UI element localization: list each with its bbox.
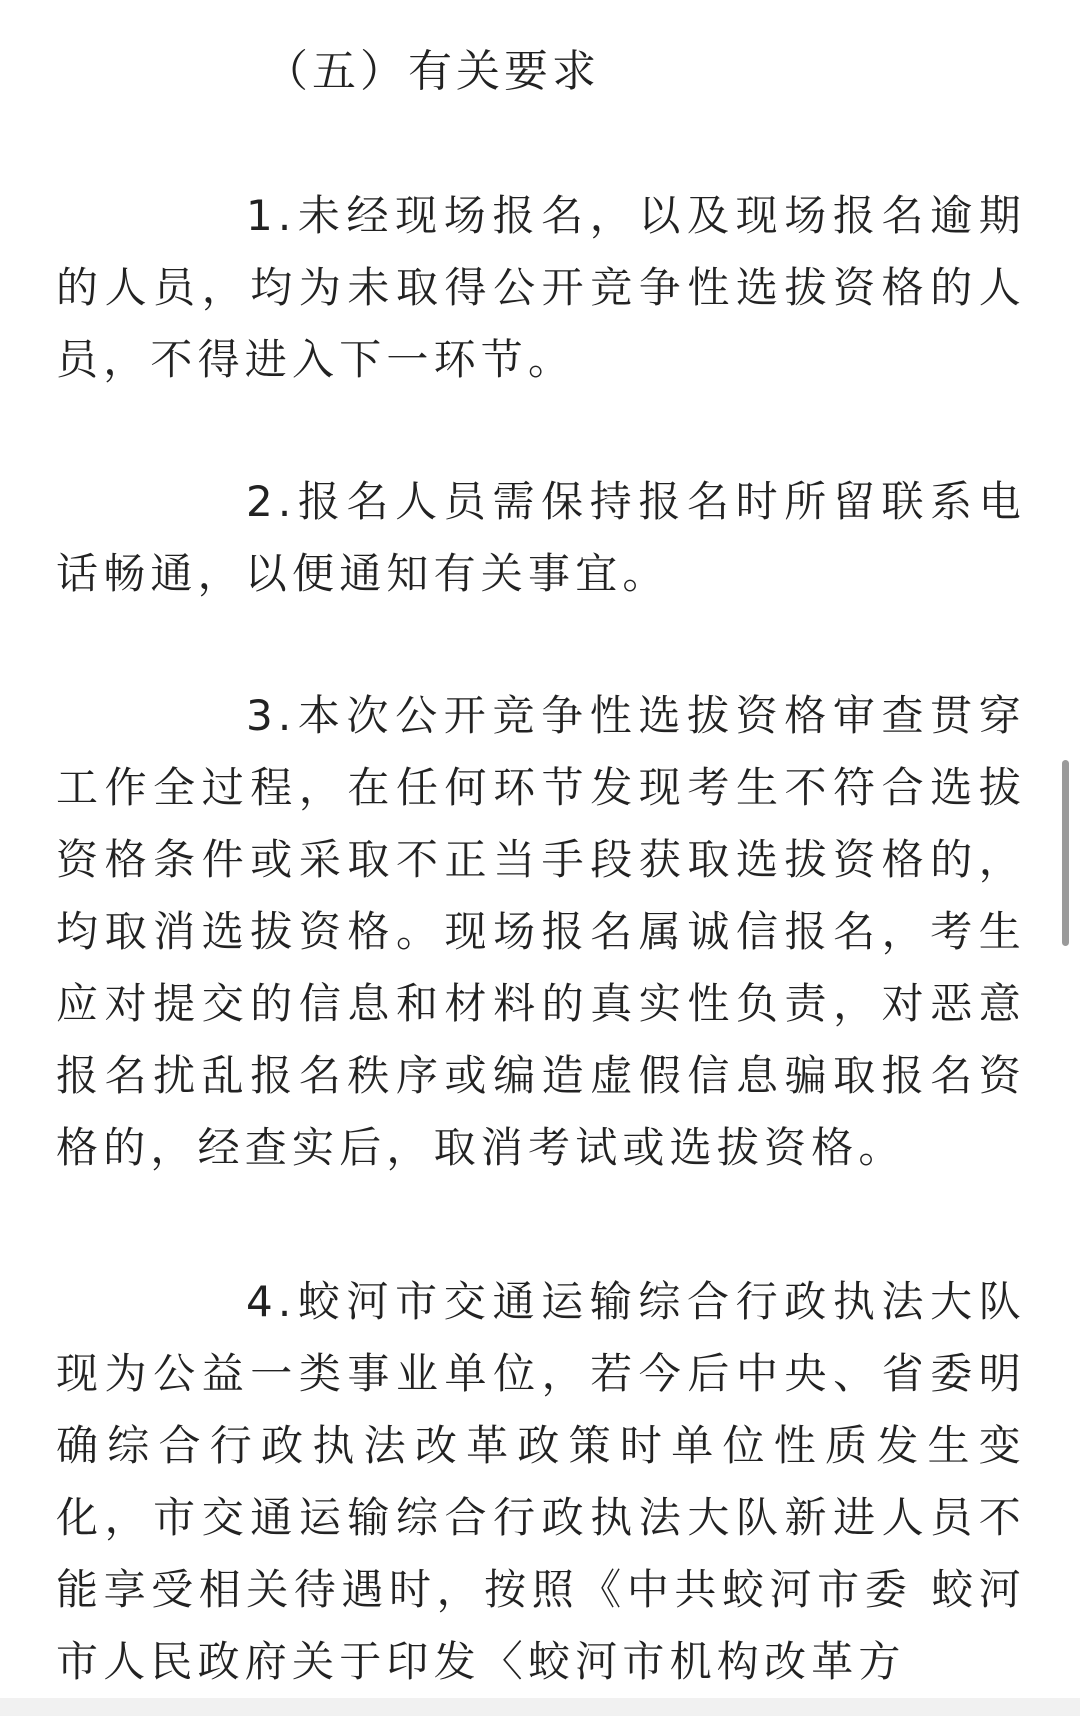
requirement-paragraph-1: 1.未经现场报名，以及现场报名逾期的人员，均为未取得公开竞争性选拔资格的人员，不得进入下一环节。 [56, 191, 1026, 384]
requirement-paragraph-4: 4.蛟河市交通运输综合行政执法大队现为公益一类事业单位，若今后中央、省委明确综合行政执法改革政策时单位性质发生变化，市交通运输综合行政执法大队新进人员不能享受相关待遇时，按照《中共蛟河市委 蛟河市人民政府关于印发〈蛟河市机构改革方 [56, 1277, 1026, 1686]
requirement-paragraph-2: 2.报名人员需保持报名时所留联系电话畅通，以便通知有关事宜。 [56, 477, 1026, 598]
requirement-paragraph-3: 3.本次公开竞争性选拔资格审查贯穿工作全过程，在任何环节发现考生不符合选拔资格条件或采取不正当手段获取选拔资格的，均取消选拔资格。现场报名属诚信报名，考生应对提交的信息和材料的真实性负责，对恶意报名扰乱报名秩序或编造虚假信息骗取报名资格的，经查实后，取消考试或选拔资格。 [56, 691, 1026, 1172]
vertical-scrollbar[interactable] [1062, 760, 1069, 946]
section-heading: （五）有关要求 [264, 46, 600, 97]
bottom-edge [0, 1698, 1080, 1716]
